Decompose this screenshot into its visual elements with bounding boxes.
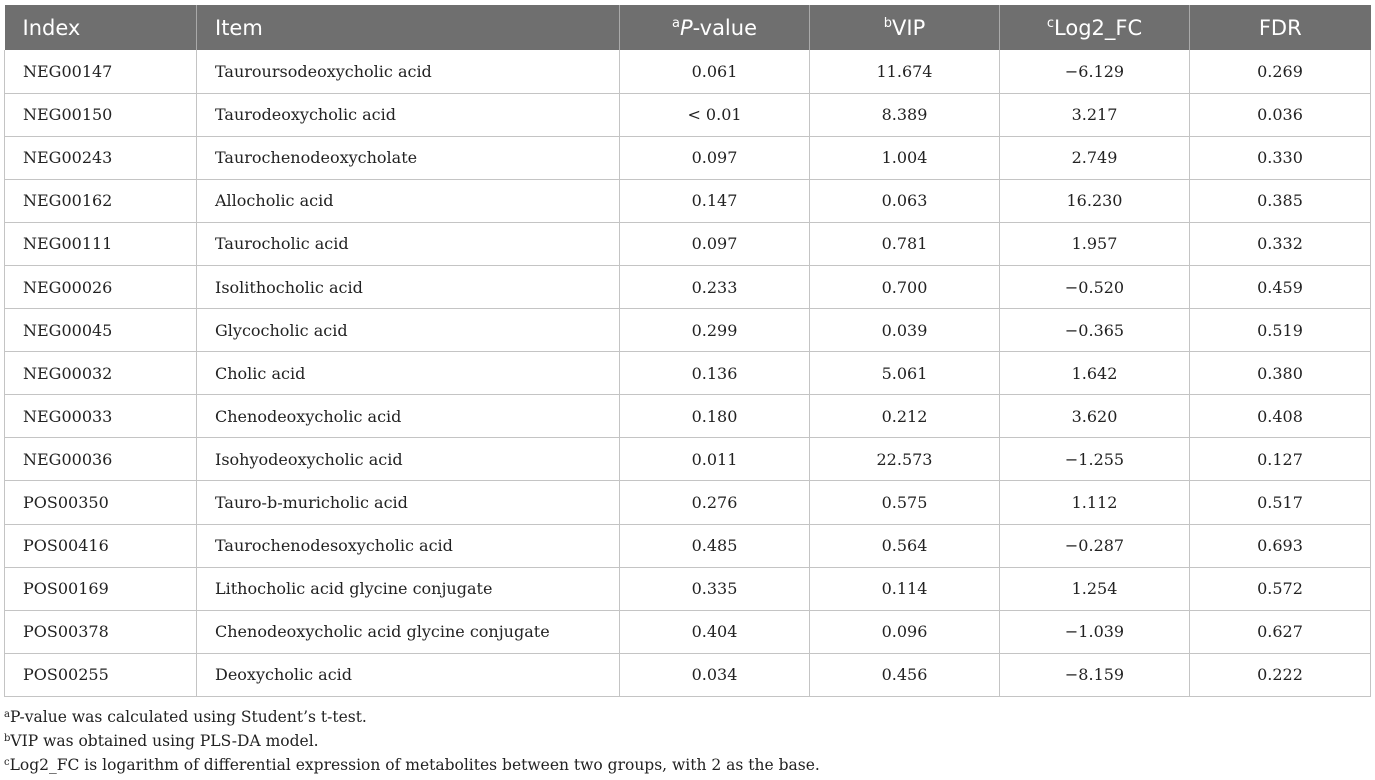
cell-log2-fc: 3.620 [1000,395,1190,438]
header-p-label: P [679,15,693,40]
cell-log2-fc: −6.129 [1000,50,1190,93]
footnote-marker: c [4,757,10,768]
footnote-text: P-value was calculated using Student’s t-test. [9,708,367,726]
cell-p-value: 0.061 [620,50,810,93]
cell-vip: 11.674 [810,50,1000,93]
cell-p-value: 0.404 [620,610,810,653]
cell-p-value: 0.233 [620,265,810,308]
cell-fdr: 0.459 [1190,265,1371,308]
cell-item: Lithocholic acid glycine conjugate [197,567,620,610]
cell-item: Glycocholic acid [197,309,620,352]
cell-vip: 8.389 [810,93,1000,136]
cell-vip: 5.061 [810,352,1000,395]
cell-log2-fc: −1.255 [1000,438,1190,481]
cell-index: POS00350 [5,481,197,524]
cell-fdr: 0.127 [1190,438,1371,481]
cell-item: Cholic acid [197,352,620,395]
header-fc-sup: c [1046,15,1055,31]
footnote [4,729,1370,753]
cell-p-value: 0.276 [620,481,810,524]
cell-log2-fc: 1.112 [1000,481,1190,524]
table-row [5,438,1371,481]
table-row [5,653,1371,696]
table-header-row [5,5,1371,50]
cell-item: Isohyodeoxycholic acid [197,438,620,481]
cell-index: POS00169 [5,567,197,610]
header-fc-label: Log2_FC [1054,15,1143,40]
table-row [5,50,1371,93]
cell-item: Allocholic acid [197,179,620,222]
cell-vip: 0.063 [810,179,1000,222]
cell-p-value: 0.136 [620,352,810,395]
table-row [5,481,1371,524]
cell-log2-fc: 1.254 [1000,567,1190,610]
table-row [5,352,1371,395]
cell-item: Taurochenodeoxycholate [197,136,620,179]
cell-index: NEG00033 [5,395,197,438]
header-p-sup: a [671,15,680,31]
metabolite-table [4,5,1371,697]
table-row [5,309,1371,352]
cell-vip: 0.096 [810,610,1000,653]
cell-vip: 22.573 [810,438,1000,481]
header-log2-fc [1000,5,1190,50]
cell-fdr: 0.380 [1190,352,1371,395]
table-row [5,395,1371,438]
cell-p-value: 0.097 [620,136,810,179]
cell-index: NEG00150 [5,93,197,136]
cell-fdr: 0.330 [1190,136,1371,179]
cell-log2-fc: 3.217 [1000,93,1190,136]
table-row [5,136,1371,179]
cell-index: NEG00045 [5,309,197,352]
cell-log2-fc: 16.230 [1000,179,1190,222]
cell-p-value: 0.485 [620,524,810,567]
cell-index: NEG00036 [5,438,197,481]
table-row [5,610,1371,653]
header-p-value [620,5,810,50]
cell-index: NEG00147 [5,50,197,93]
cell-vip: 0.456 [810,653,1000,696]
table-body [5,50,1371,696]
cell-item: Isolithocholic acid [197,265,620,308]
cell-item: Taurocholic acid [197,222,620,265]
cell-index: NEG00111 [5,222,197,265]
cell-log2-fc: −0.287 [1000,524,1190,567]
cell-index: POS00378 [5,610,197,653]
footnote-text: VIP was obtained using PLS-DA model. [10,732,319,750]
cell-fdr: 0.517 [1190,481,1371,524]
cell-vip: 0.781 [810,222,1000,265]
cell-log2-fc: −0.365 [1000,309,1190,352]
cell-index: POS00416 [5,524,197,567]
table-row [5,222,1371,265]
header-vip-label: VIP [892,15,926,40]
cell-p-value: 0.147 [620,179,810,222]
cell-index: NEG00162 [5,179,197,222]
cell-index: NEG00032 [5,352,197,395]
header-vip [810,5,1000,50]
cell-fdr: 0.519 [1190,309,1371,352]
cell-p-value: 0.299 [620,309,810,352]
cell-p-value: 0.034 [620,653,810,696]
cell-vip: 0.700 [810,265,1000,308]
cell-fdr: 0.269 [1190,50,1371,93]
header-vip-sup: b [883,15,893,31]
cell-vip: 0.039 [810,309,1000,352]
cell-vip: 0.212 [810,395,1000,438]
footnote-marker: b [4,733,11,744]
cell-log2-fc: 1.957 [1000,222,1190,265]
table-row [5,524,1371,567]
cell-index: NEG00026 [5,265,197,308]
header-item: Item [197,5,620,50]
cell-vip: 0.575 [810,481,1000,524]
cell-item: Taurodeoxycholic acid [197,93,620,136]
cell-fdr: 0.222 [1190,653,1371,696]
cell-vip: 0.564 [810,524,1000,567]
table-row [5,567,1371,610]
cell-p-value: 0.335 [620,567,810,610]
cell-index: POS00255 [5,653,197,696]
footnote-marker: a [4,709,10,720]
metabolite-table-container [4,5,1370,697]
footnotes [4,705,1370,777]
cell-fdr: 0.036 [1190,93,1371,136]
cell-vip: 0.114 [810,567,1000,610]
cell-item: Tauroursodeoxycholic acid [197,50,620,93]
header-p-suffix: -value [692,15,757,40]
table-row [5,93,1371,136]
header-index: Index [5,5,197,50]
cell-p-value: < 0.01 [620,93,810,136]
footnote [4,753,1370,777]
cell-log2-fc: 2.749 [1000,136,1190,179]
cell-p-value: 0.180 [620,395,810,438]
cell-vip: 1.004 [810,136,1000,179]
cell-log2-fc: −0.520 [1000,265,1190,308]
cell-p-value: 0.011 [620,438,810,481]
header-fdr: FDR [1190,5,1371,50]
footnote-text: Log2_FC is logarithm of differential expression of metabolites between two groups, with 2 as the base. [9,756,820,774]
cell-log2-fc: −8.159 [1000,653,1190,696]
cell-item: Chenodeoxycholic acid glycine conjugate [197,610,620,653]
cell-item: Taurochenodesoxycholic acid [197,524,620,567]
cell-item: Chenodeoxycholic acid [197,395,620,438]
cell-p-value: 0.097 [620,222,810,265]
cell-index: NEG00243 [5,136,197,179]
cell-fdr: 0.332 [1190,222,1371,265]
cell-item: Tauro-b-muricholic acid [197,481,620,524]
cell-fdr: 0.627 [1190,610,1371,653]
footnote [4,705,1370,729]
cell-log2-fc: −1.039 [1000,610,1190,653]
cell-fdr: 0.408 [1190,395,1371,438]
cell-log2-fc: 1.642 [1000,352,1190,395]
cell-fdr: 0.693 [1190,524,1371,567]
table-row [5,179,1371,222]
cell-fdr: 0.385 [1190,179,1371,222]
table-row [5,265,1371,308]
cell-fdr: 0.572 [1190,567,1371,610]
cell-item: Deoxycholic acid [197,653,620,696]
